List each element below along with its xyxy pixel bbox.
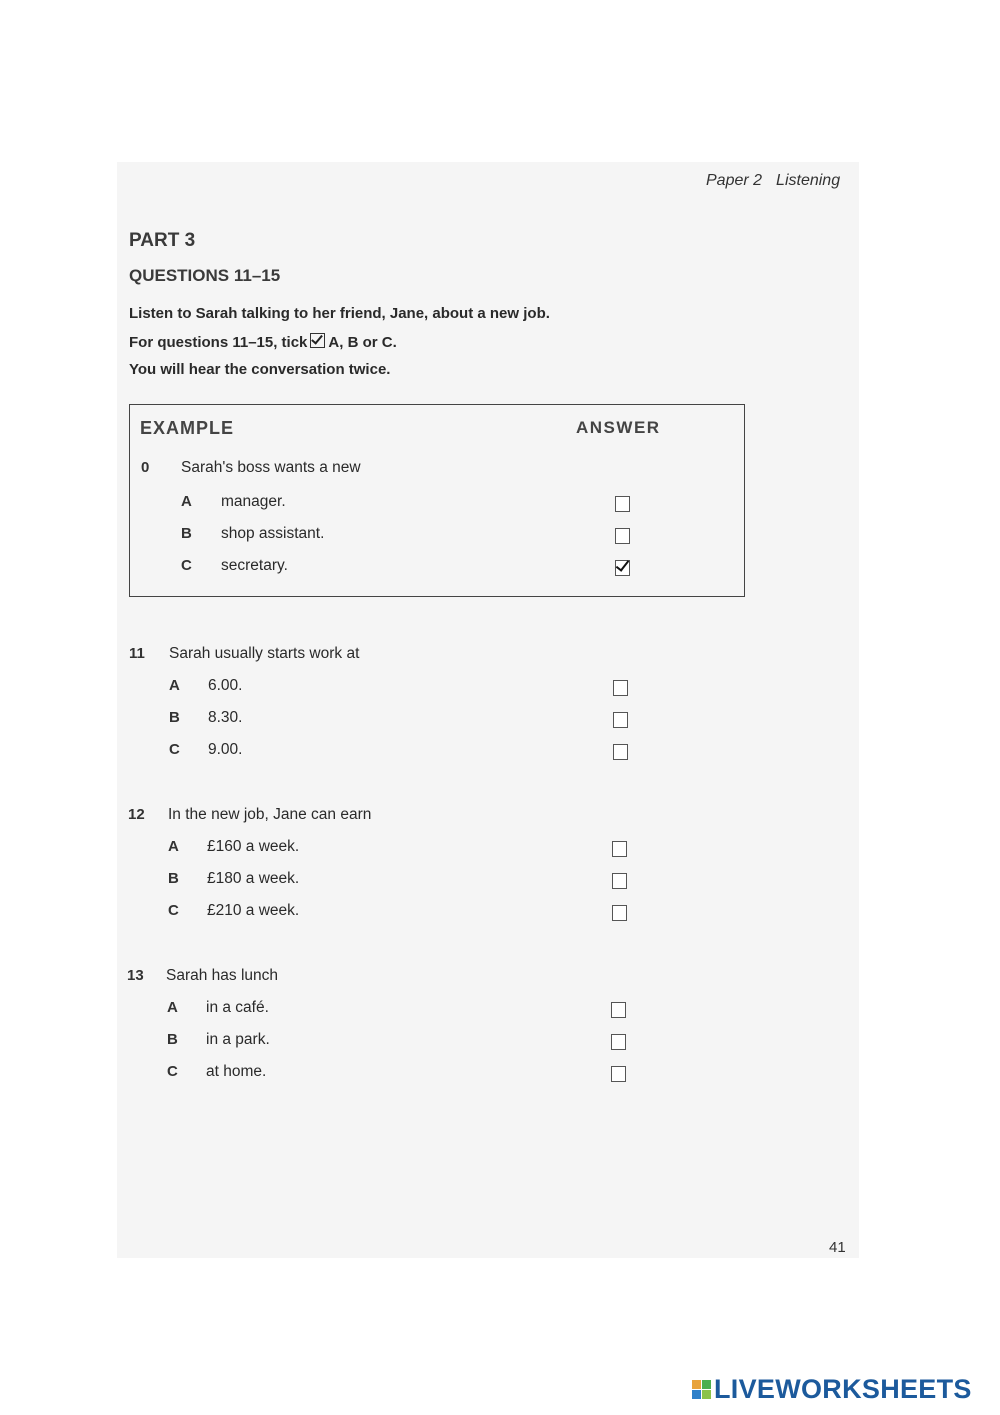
option-text: £180 a week. — [207, 870, 300, 887]
page-header — [706, 172, 840, 190]
question-number: 11 — [129, 645, 145, 662]
example-answer-checkbox — [615, 496, 630, 512]
answer-checkbox[interactable] — [611, 1002, 626, 1018]
answer-checkbox[interactable] — [612, 841, 627, 857]
liveworksheets-wordmark: LIVEWORKSHEETS — [714, 1374, 972, 1404]
example-option-text: shop assistant. — [221, 525, 325, 542]
question-text: In the new job, Jane can earn — [168, 806, 372, 823]
brand-mark-tile — [692, 1380, 701, 1389]
example-option-letter: B — [181, 525, 192, 542]
page-number: 41 — [829, 1239, 846, 1256]
option-letter: B — [168, 870, 179, 887]
option-text: £210 a week. — [207, 902, 300, 919]
example-number: 0 — [141, 459, 150, 476]
option-text: at home. — [206, 1063, 267, 1080]
answer-checkbox[interactable] — [613, 744, 628, 760]
example-option-text: manager. — [221, 493, 286, 510]
option-letter: C — [167, 1063, 178, 1080]
example-question-text: Sarah's boss wants a new — [181, 459, 361, 476]
example-option-text: secretary. — [221, 557, 288, 574]
answer-checkbox[interactable] — [611, 1034, 626, 1050]
instruction-line-3: You will hear the conversation twice. — [129, 361, 391, 378]
example-option-letter: A — [181, 493, 192, 510]
option-text: £160 a week. — [207, 838, 300, 855]
option-letter: A — [169, 677, 180, 694]
answer-checkbox[interactable] — [613, 712, 628, 728]
option-text: in a park. — [206, 1031, 270, 1048]
answer-checkbox[interactable] — [612, 873, 627, 889]
option-text: in a café. — [206, 999, 269, 1016]
brand-mark-tile — [702, 1380, 711, 1389]
answer-checkbox[interactable] — [613, 680, 628, 696]
option-text: 8.30. — [208, 709, 243, 726]
answer-checkbox[interactable] — [611, 1066, 626, 1082]
option-letter: B — [169, 709, 180, 726]
example-label: EXAMPLE — [140, 418, 235, 438]
brand-mark-tile — [702, 1390, 711, 1399]
option-letter: A — [168, 838, 179, 855]
question-number: 12 — [128, 806, 145, 823]
answer-label: ANSWER — [576, 418, 661, 437]
brand-mark-tile — [692, 1390, 701, 1399]
example-answer-checkbox — [615, 528, 630, 544]
instruction-line-2 — [129, 333, 397, 351]
option-text: 6.00. — [208, 677, 243, 694]
instruction-line-2-start: For questions 11–15, tick — [129, 334, 308, 351]
liveworksheets-mark-icon — [692, 1380, 711, 1399]
example-answer-checkbox-checked — [615, 560, 630, 576]
question-text: Sarah usually starts work at — [169, 645, 360, 662]
question-number: 13 — [127, 967, 144, 984]
questions-title: QUESTIONS 11–15 — [129, 266, 281, 285]
option-letter: B — [167, 1031, 178, 1048]
option-letter: C — [169, 741, 180, 758]
question-text: Sarah has lunch — [166, 967, 279, 984]
option-letter: A — [167, 999, 178, 1016]
example-option-letter: C — [181, 557, 192, 574]
option-letter: C — [168, 902, 179, 919]
liveworksheets-logo — [692, 1374, 972, 1405]
instruction-line-1: Listen to Sarah talking to her friend, Jane, about a new job. — [129, 305, 550, 322]
answer-checkbox[interactable] — [612, 905, 627, 921]
option-text: 9.00. — [208, 741, 243, 758]
instruction-line-2-end: A, B or C. — [328, 334, 397, 351]
paper-label: Paper 2 — [706, 172, 763, 189]
part-title: PART 3 — [129, 230, 196, 251]
section-label: Listening — [776, 172, 841, 189]
tick-box-icon — [310, 333, 325, 348]
